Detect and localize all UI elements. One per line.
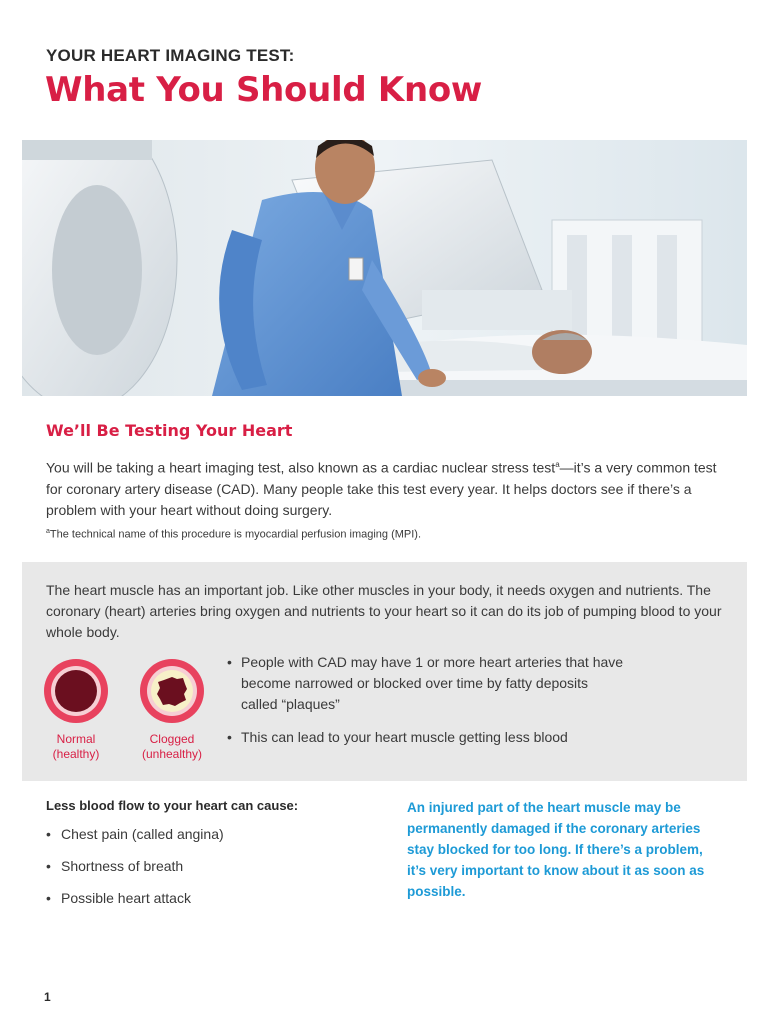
intro-text-part2: —it’s a very common test for coronary artery disease (CAD). Many people take this test every year. It helps doctors see if there’s a problem with your heart without doing surgery.: [46, 459, 717, 518]
callout-text: An injured part of the heart muscle may be permanently damaged if the coronary arteries stay blocked for too long. If there’s a problem, it’s very important to know about it as soon as possible.: [407, 800, 705, 899]
intro-paragraph: [46, 454, 726, 521]
less-blood-flow-heading: Less blood flow to your heart can cause:: [46, 798, 299, 813]
document-kicker: YOUR HEART IMAGING TEST:: [46, 46, 295, 65]
clogged-caption-line2: (unhealthy): [141, 747, 203, 761]
footnote-marker: a: [555, 460, 560, 469]
page-number: 1: [44, 990, 51, 1004]
info-box: [22, 562, 747, 781]
list-item: [227, 727, 627, 748]
hero-illustration: [22, 140, 747, 396]
cad-bullet-text: This can lead to your heart muscle getting less blood: [241, 729, 568, 745]
bullet-icon: •: [46, 858, 51, 874]
footnote-letter: a: [46, 528, 50, 535]
info-paragraph: The heart muscle has an important job. Like other muscles in your body, it needs oxygen and nutrients. The coronary (heart) arteries bring oxygen and nutrients to your heart so it can do its job of pumping blood to your whole body.: [46, 582, 722, 640]
clogged-caption-line1: Clogged: [149, 732, 195, 746]
footnote: [46, 528, 726, 541]
normal-caption-line1: Normal: [56, 732, 96, 746]
bullet-icon: •: [46, 826, 51, 842]
symptom-text: Chest pain (called angina): [61, 826, 224, 842]
list-item: [46, 890, 224, 911]
list-item: [46, 858, 224, 879]
list-item: [227, 652, 627, 715]
symptom-text: Possible heart attack: [61, 890, 191, 906]
cad-bullet-text: People with CAD may have 1 or more heart arteries that have become narrowed or blocked over time by fatty deposits called “plaques”: [241, 654, 624, 712]
clogged-artery-icon: [139, 658, 205, 724]
cad-bullet-list: [227, 652, 627, 748]
symptom-text: Shortness of breath: [61, 858, 184, 874]
normal-artery-icon: [43, 658, 109, 724]
normal-caption-line2: (healthy): [52, 747, 100, 761]
document-title: What You Should Know: [45, 70, 483, 110]
intro-text-part1: You will be taking a heart imaging test, also known as a cardiac nuclear stress test: [46, 459, 556, 476]
bullet-icon: •: [227, 654, 232, 670]
clogged-artery-caption: [122, 732, 222, 762]
bullet-icon: •: [46, 890, 51, 906]
section-heading: We’ll Be Testing Your Heart: [46, 421, 293, 440]
normal-artery-caption: [26, 732, 126, 762]
footnote-text: The technical name of this procedure is myocardial perfusion imaging (MPI).: [49, 528, 422, 541]
bullet-icon: •: [227, 729, 232, 745]
symptom-list: [46, 826, 224, 911]
list-item: [46, 826, 224, 847]
hero-image: [22, 140, 747, 396]
